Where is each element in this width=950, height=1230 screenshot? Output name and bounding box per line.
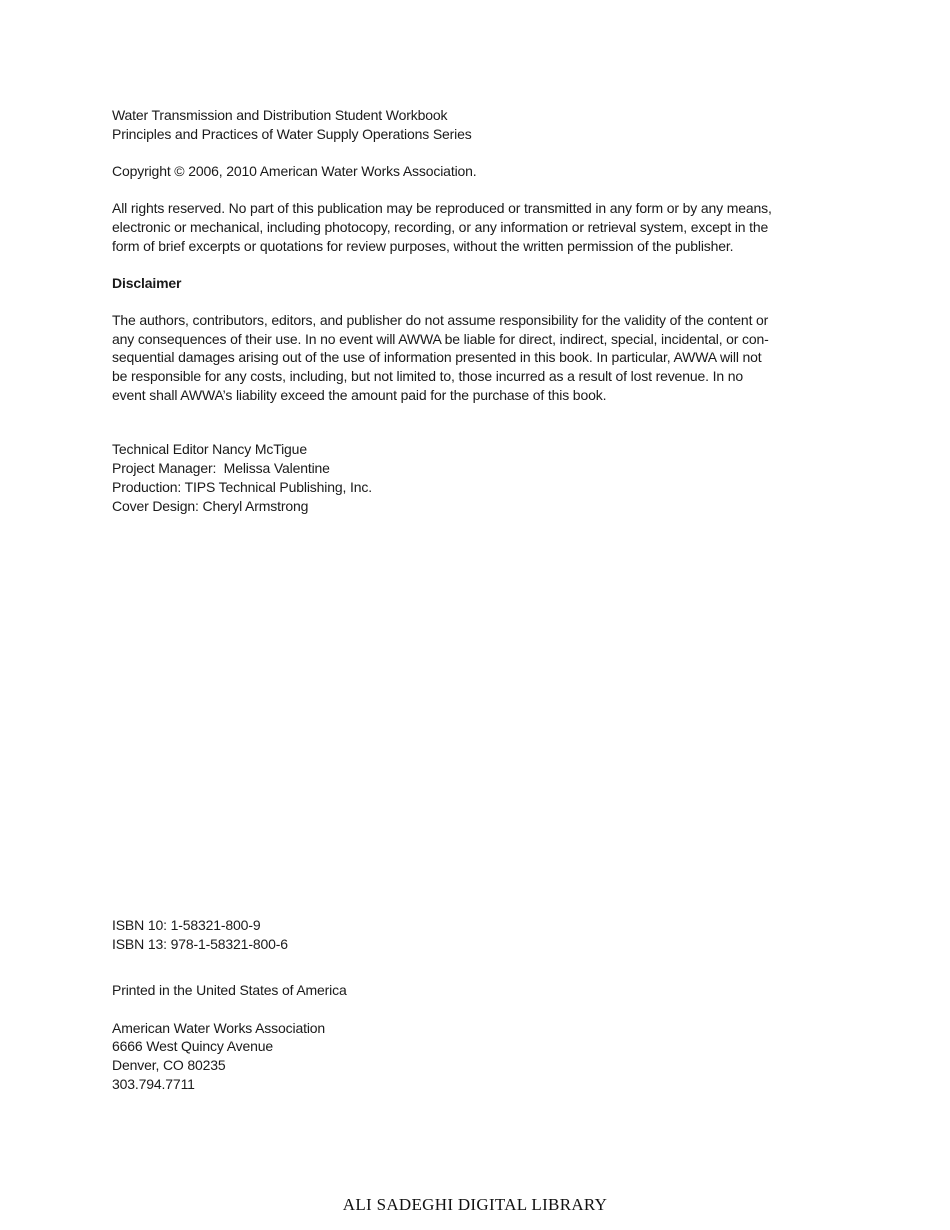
disclaimer-line: be responsible for any costs, including, but not limited to, those incurred as a result of lost revenue. In no xyxy=(112,368,743,385)
disclaimer-line: event shall AWWA’s liability exceed the amount paid for the purchase of this book. xyxy=(112,386,607,403)
copyright-notice xyxy=(112,162,792,181)
credits-block xyxy=(112,440,792,515)
street-address: 6666 West Quincy Avenue xyxy=(112,1038,274,1055)
library-watermark: ALI SADEGHI DIGITAL LIBRARY xyxy=(342,1195,608,1214)
cover-design-credit: Cover Design: Cheryl Armstrong xyxy=(112,497,309,514)
rights-line: electronic or mechanical, including photocopy, recording, or any information or retrieval system, except in the xyxy=(112,218,769,235)
project-manager: Project Manager: Melissa Valentine xyxy=(112,460,330,477)
city-state-zip: Denver, CO 80235 xyxy=(112,1057,226,1074)
disclaimer-paragraph xyxy=(112,311,792,405)
publication-info xyxy=(112,916,347,1093)
copyright-page-body xyxy=(112,106,792,515)
series-title: Principles and Practices of Water Supply Operations Series xyxy=(112,125,472,142)
rights-line: All rights reserved. No part of this publication may be reproduced or transmitted in any form or by any means, xyxy=(112,200,772,217)
copyright-line: Copyright © 2006, 2010 American Water Works Association. xyxy=(112,162,477,179)
phone-number: 303.794.7711 xyxy=(112,1075,195,1092)
printed-in: Printed in the United States of America xyxy=(112,982,347,999)
rights-line: form of brief excerpts or quotations for review purposes, without the written permission of the publisher. xyxy=(112,237,734,254)
book-title: Water Transmission and Distribution Student Workbook xyxy=(112,107,448,123)
disclaimer-line: sequential damages arising out of the use of information presented in this book. In particular, AWWA will not xyxy=(112,349,762,366)
disclaimer-line: any consequences of their use. In no event will AWWA be liable for direct, indirect, special, incidental, or con- xyxy=(112,330,769,347)
disclaimer-heading: Disclaimer xyxy=(112,274,182,291)
disclaimer-line: The authors, contributors, editors, and publisher do not assume responsibility for the validity of the content or xyxy=(112,311,769,328)
production-credit: Production: TIPS Technical Publishing, Inc. xyxy=(112,478,372,495)
isbn-block xyxy=(112,916,347,953)
technical-editor: Technical Editor Nancy McTigue xyxy=(112,441,307,458)
isbn-13: ISBN 13: 978-1-58321-800-6 xyxy=(112,935,288,952)
publisher-address xyxy=(112,1019,347,1094)
isbn-10: ISBN 10: 1-58321-800-9 xyxy=(112,917,261,933)
publisher-name: American Water Works Association xyxy=(112,1019,326,1036)
rights-paragraph xyxy=(112,199,792,255)
title-block xyxy=(112,106,792,143)
